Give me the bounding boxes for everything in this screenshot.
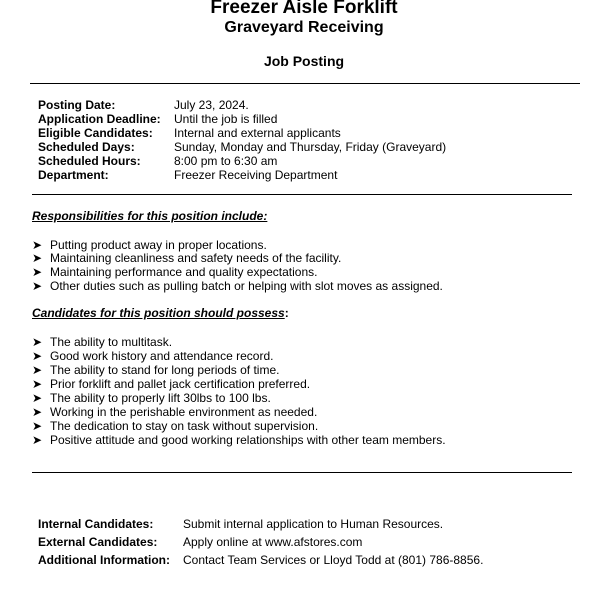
contact-label-additional: Additional Information: [38, 553, 170, 567]
detail-label-posting-date: Posting Date: [38, 98, 116, 112]
list-item-text: Working in the perishable environment as needed. [50, 405, 318, 419]
detail-value-hours: 8:00 pm to 6:30 am [174, 154, 278, 168]
detail-label-hours: Scheduled Hours: [38, 154, 141, 168]
list-item [32, 265, 318, 279]
list-item [32, 377, 310, 391]
list-item [32, 335, 172, 349]
responsibilities-heading: Responsibilities for this position include: [32, 209, 268, 223]
list-item [32, 279, 443, 293]
contact-value-external: Apply online at www.afstores.com [183, 535, 363, 549]
list-item-text: Positive attitude and good working relationships with other team members. [50, 433, 446, 447]
detail-value-eligible: Internal and external applicants [174, 126, 341, 140]
list-item-text: The dedication to stay on task without supervision. [50, 419, 319, 433]
detail-label-eligible: Eligible Candidates: [38, 126, 153, 140]
list-item [32, 238, 267, 252]
detail-label-days: Scheduled Days: [38, 140, 135, 154]
arrow-bullet-icon: ➤ [32, 349, 43, 363]
detail-label-deadline: Application Deadline: [38, 112, 161, 126]
detail-value-posting-date: July 23, 2024. [174, 98, 249, 112]
qualifications-divider [32, 472, 572, 473]
list-item-text: Good work history and attendance record. [50, 349, 274, 363]
list-item [32, 391, 271, 405]
detail-label-department: Department: [38, 168, 109, 182]
arrow-bullet-icon: ➤ [32, 419, 43, 433]
job-subtitle: Graveyard Receiving [224, 19, 384, 36]
list-item-text: Other duties such as pulling batch or helping with slot moves as assigned. [50, 279, 443, 293]
qualifications-heading-text: Candidates for this position should possess [32, 306, 285, 320]
arrow-bullet-icon: ➤ [32, 238, 43, 252]
list-item [32, 405, 317, 419]
qualifications-heading [32, 306, 289, 320]
list-item-text: Maintaining cleanliness and safety needs of the facility. [50, 251, 342, 265]
arrow-bullet-icon: ➤ [32, 363, 43, 377]
list-item [32, 251, 341, 265]
list-item-text: Maintaining performance and quality expectations. [50, 265, 318, 279]
detail-value-deadline: Until the job is filled [174, 112, 278, 126]
detail-value-department: Freezer Receiving Department [174, 168, 338, 182]
contact-label-internal: Internal Candidates: [38, 517, 154, 531]
list-item-text: The ability to stand for long periods of time. [50, 363, 280, 377]
arrow-bullet-icon: ➤ [32, 377, 43, 391]
list-item-text: The ability to multitask. [50, 335, 173, 349]
arrow-bullet-icon: ➤ [32, 405, 43, 419]
arrow-bullet-icon: ➤ [32, 335, 43, 349]
arrow-bullet-icon: ➤ [32, 279, 43, 293]
header-divider [30, 83, 580, 84]
contact-label-external: External Candidates: [38, 535, 158, 549]
detail-value-days: Sunday, Monday and Thursday, Friday (Graveyard) [174, 140, 447, 154]
qualifications-heading-colon: : [284, 306, 289, 320]
list-item-text: The ability to properly lift 30lbs to 100 lbs. [50, 391, 271, 405]
list-item [32, 419, 318, 433]
contact-value-internal: Submit internal application to Human Resources. [183, 517, 444, 531]
arrow-bullet-icon: ➤ [32, 251, 43, 265]
list-item [32, 363, 279, 377]
list-item-text: Prior forklift and pallet jack certification preferred. [50, 377, 311, 391]
job-title: Freezer Aisle Forklift [210, 0, 398, 18]
contact-value-additional: Contact Team Services or Lloyd Todd at (801) 786-8856. [183, 553, 484, 567]
list-item [32, 433, 446, 447]
arrow-bullet-icon: ➤ [32, 391, 43, 405]
arrow-bullet-icon: ➤ [32, 265, 43, 279]
list-item-text: Putting product away in proper locations. [50, 238, 267, 252]
posting-type: Job Posting [263, 53, 345, 69]
arrow-bullet-icon: ➤ [32, 433, 43, 447]
list-item [32, 349, 273, 363]
details-divider [32, 194, 572, 195]
